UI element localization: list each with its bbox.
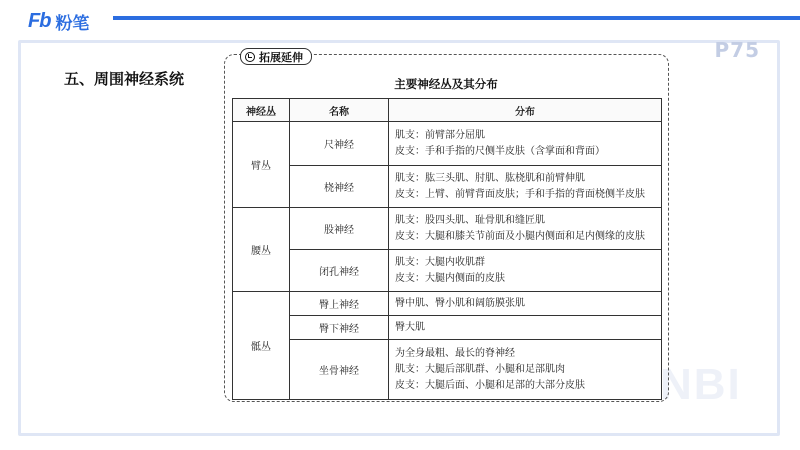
distribution-cell <box>389 250 662 292</box>
distribution-line: 皮支：上臂、前臂背面皮肤；手和手指的背面桡侧半皮肤 <box>395 188 645 200</box>
distribution-line: 肌支：大腿内收肌群 <box>395 256 485 268</box>
table-row <box>233 340 662 400</box>
distribution-line: 肌支：肱三头肌、肘肌、肱桡肌和前臂伸肌 <box>395 172 585 184</box>
extension-tag-label: 拓展延伸 <box>259 50 303 64</box>
table-row <box>233 316 662 340</box>
header-plexus: 神经丛 <box>233 99 290 122</box>
distribution-cell <box>389 292 662 316</box>
table-row <box>233 122 662 166</box>
distribution-cell <box>389 316 662 340</box>
distribution-cell <box>389 340 662 400</box>
table-row <box>233 208 662 250</box>
table-row <box>233 166 662 208</box>
distribution-line: 肌支：大腿后部肌群、小腿和足部肌肉 <box>395 363 565 375</box>
distribution-line: 臀中肌、臀小肌和阔筋膜张肌 <box>395 297 525 309</box>
brand-name: 粉笔 <box>55 13 90 34</box>
distribution-line: 皮支：大腿内侧面的皮肤 <box>395 272 505 284</box>
distribution-line: 皮支：大腿和膝关节前面及小腿内侧面和足内侧缘的皮肤 <box>395 230 645 242</box>
distribution-line: 肌支：前臂部分屈肌 <box>395 129 485 141</box>
page-number: P75 <box>714 38 760 62</box>
plexus-cell: 腰丛 <box>233 208 290 292</box>
nerve-name: 股神经 <box>290 208 389 250</box>
table-row <box>233 292 662 316</box>
nerve-name: 尺神经 <box>290 122 389 166</box>
nerve-plexus-table <box>232 98 662 400</box>
plexus-cell: 骶丛 <box>233 292 290 400</box>
distribution-cell <box>389 122 662 166</box>
section-title: 五、周围神经系统 <box>64 70 185 88</box>
watermark: NBI <box>660 360 742 409</box>
nerve-name: 臀下神经 <box>290 316 389 340</box>
header-distribution: 分布 <box>389 99 662 122</box>
table-row <box>233 250 662 292</box>
header-name: 名称 <box>290 99 389 122</box>
plexus-cell: 臂丛 <box>233 122 290 208</box>
header-bar <box>113 16 800 20</box>
nerve-name: 坐骨神经 <box>290 340 389 400</box>
nerve-name: 臀上神经 <box>290 292 389 316</box>
distribution-line: 肌支：股四头肌、耻骨肌和缝匠肌 <box>395 214 545 226</box>
distribution-cell <box>389 166 662 208</box>
table-header-row <box>233 99 662 122</box>
distribution-line: 皮支：大腿后面、小腿和足部的大部分皮肤 <box>395 379 585 391</box>
brand-logo <box>28 10 89 32</box>
brand-mark: Fb <box>28 9 51 32</box>
distribution-cell <box>389 208 662 250</box>
distribution-line: 臀大肌 <box>395 321 425 333</box>
distribution-line: 为全身最粗、最长的脊神经 <box>395 347 515 359</box>
nerve-name: 闭孔神经 <box>290 250 389 292</box>
clock-icon <box>245 52 255 62</box>
extension-tag <box>240 48 312 65</box>
nerve-name: 桡神经 <box>290 166 389 208</box>
table-title: 主要神经丛及其分布 <box>394 77 498 91</box>
distribution-line: 皮支：手和手指的尺侧半皮肤（含掌面和背面） <box>395 145 605 157</box>
